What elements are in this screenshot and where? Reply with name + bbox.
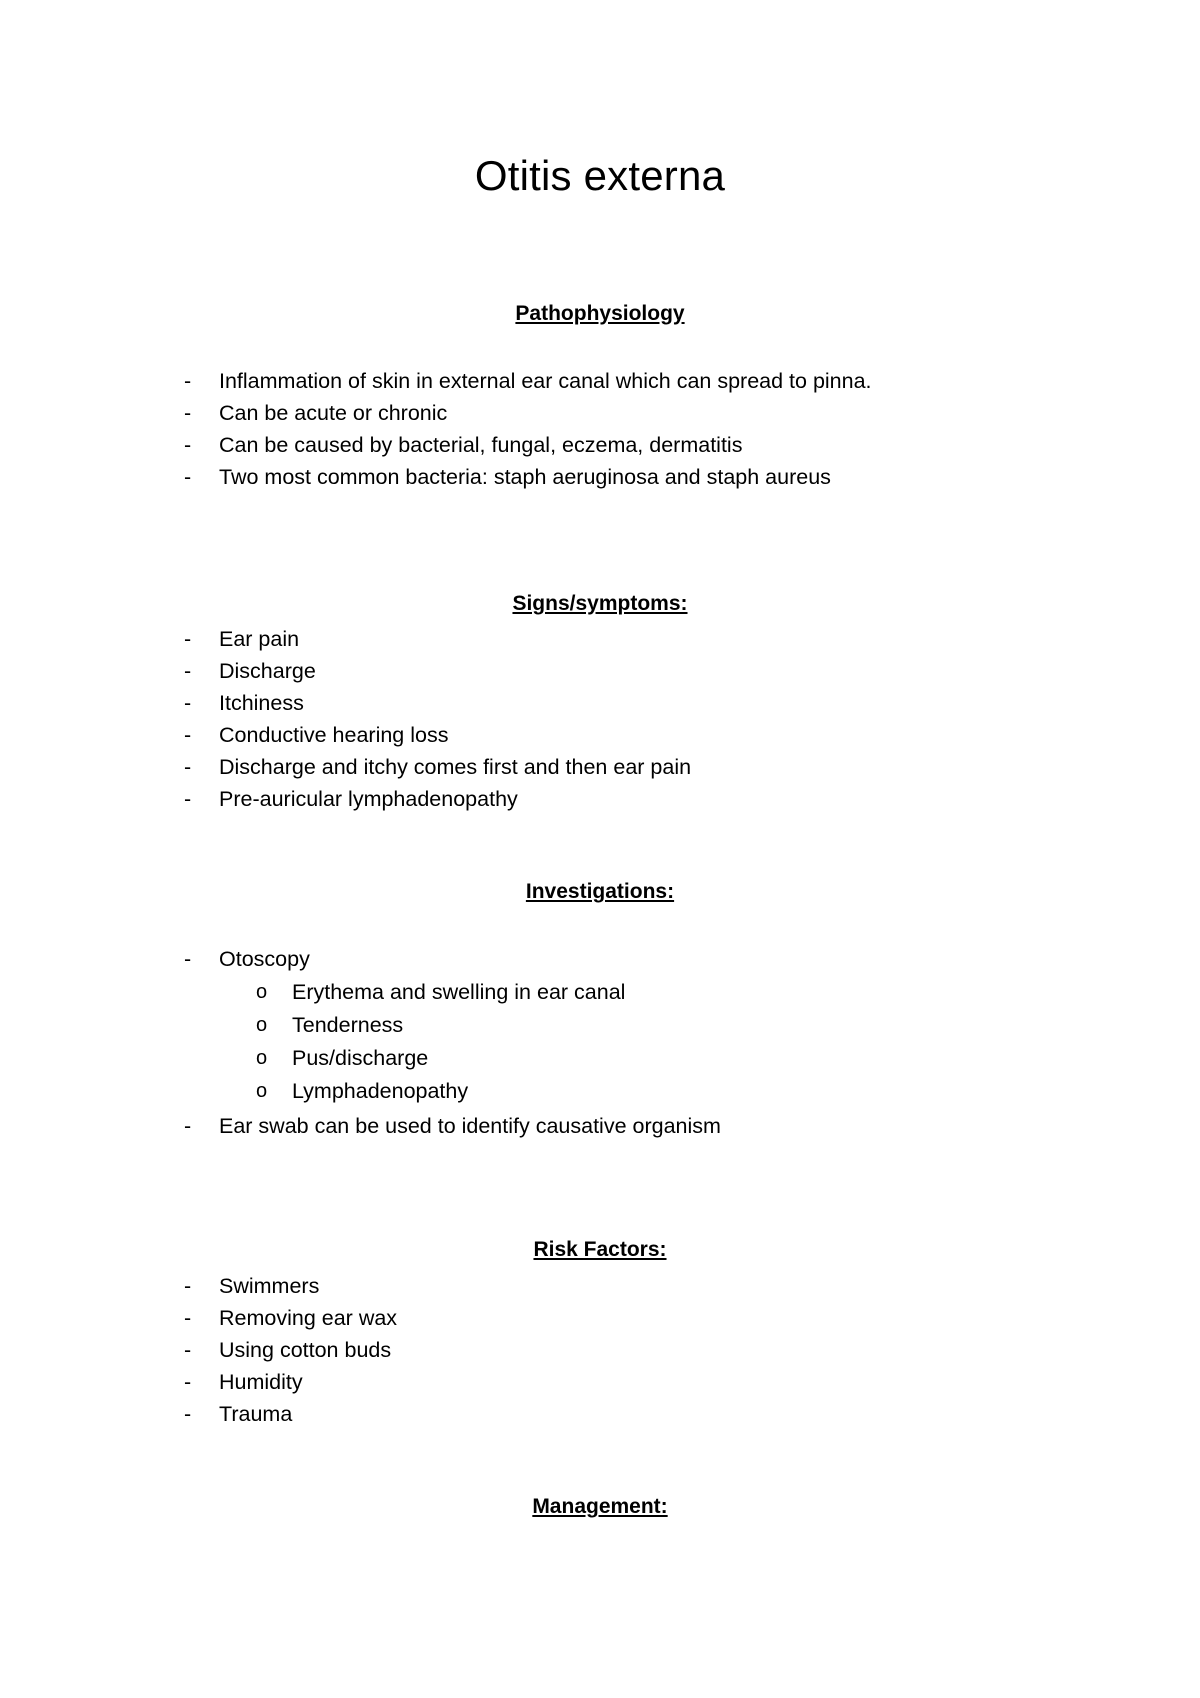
list-item: - Two most common bacteria: staph aeruginosa and staph aureus (0, 461, 872, 493)
list-item: - Pre-auricular lymphadenopathy (0, 783, 691, 815)
sub-list-item: o Pus/discharge (0, 1042, 625, 1075)
list-item-otoscopy: - Otoscopy (0, 943, 310, 975)
sub-list-item: o Tenderness (0, 1009, 625, 1042)
signs-symptoms-heading: Signs/symptoms: (512, 592, 688, 615)
risk-factors-heading: Risk Factors: (533, 1238, 667, 1261)
list-item: - Ear pain (0, 623, 691, 655)
list-item: - Humidity (0, 1366, 397, 1398)
document-title: Otitis externa (474, 152, 726, 199)
otoscopy-findings-list (0, 976, 625, 1108)
risk-factors-list (0, 1270, 397, 1430)
list-item: - Can be caused by bacterial, fungal, eczema, dermatitis (0, 429, 872, 461)
list-item: - Using cotton buds (0, 1334, 397, 1366)
sub-list-item: o Lymphadenopathy (0, 1075, 625, 1108)
signs-symptoms-list (0, 623, 691, 815)
list-item: - Trauma (0, 1398, 397, 1430)
pathophysiology-heading: Pathophysiology (515, 302, 685, 325)
pathophysiology-list (0, 365, 872, 493)
list-item: - Removing ear wax (0, 1302, 397, 1334)
investigations-heading: Investigations: (525, 880, 675, 903)
list-item: - Itchiness (0, 687, 691, 719)
management-heading: Management: (532, 1495, 668, 1518)
investigations-list-continued (0, 1110, 721, 1142)
list-item: - Discharge (0, 655, 691, 687)
list-item: - Inflammation of skin in external ear canal which can spread to pinna. (0, 365, 872, 397)
investigations-list (0, 943, 310, 975)
list-item: - Can be acute or chronic (0, 397, 872, 429)
sub-list-item: o Erythema and swelling in ear canal (0, 976, 625, 1009)
list-item: - Conductive hearing loss (0, 719, 691, 751)
list-item-ear-swab: - Ear swab can be used to identify causative organism (0, 1110, 721, 1142)
list-item: - Swimmers (0, 1270, 397, 1302)
list-item: - Discharge and itchy comes first and then ear pain (0, 751, 691, 783)
